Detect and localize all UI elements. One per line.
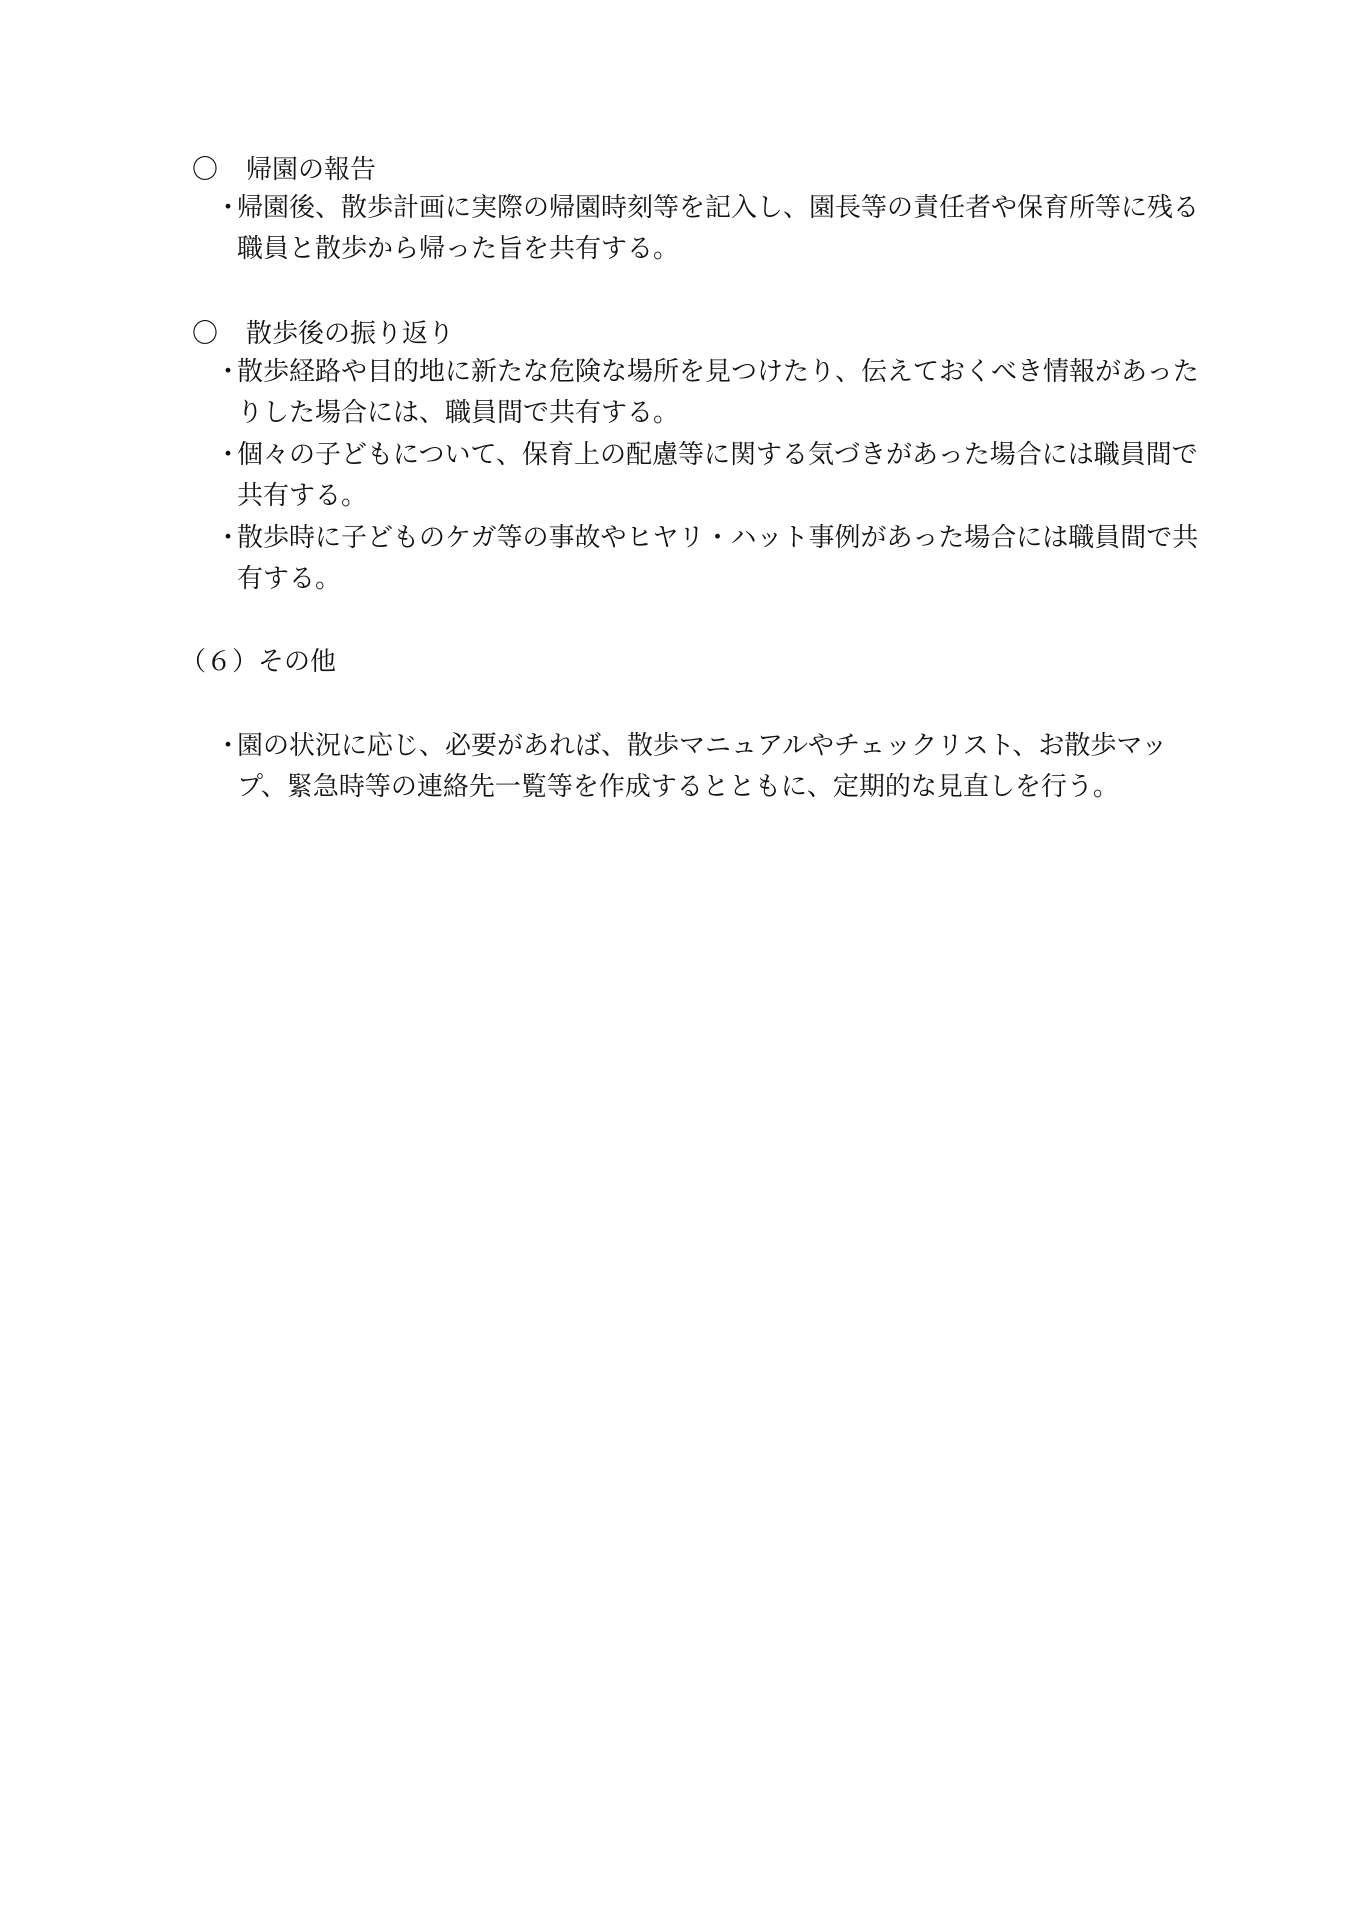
list-item-text: 園の状況に応じ、必要があれば、散歩マニュアルやチェックリスト、お散歩マップ、緊急時等の連絡先一覧等を作成するとともに、定期的な見直しを行う。: [237, 731, 1168, 802]
list-item-text: 帰園後、散歩計画に実際の帰園時刻等を記入し、園長等の責任者や保育所等に残る職員と散歩から帰った旨を共有する。: [237, 193, 1200, 264]
bullet-dot-icon: ・: [215, 731, 242, 761]
section-title: 帰園の報告: [246, 155, 377, 185]
list-item-text: 散歩経路や目的地に新たな危険な場所を見つけたり、伝えておくべき情報があったりした場合には、職員間で共有する。: [237, 357, 1199, 428]
list-item: [215, 352, 1205, 434]
list-item: [215, 435, 1205, 517]
circle-mark-icon: 〇: [192, 319, 219, 349]
list-item-text: 個々の子どもについて、保育上の配慮等に関する気づきがあった場合には職員間で共有する。: [237, 440, 1198, 511]
bullet-dot-icon: ・: [215, 193, 242, 223]
bullet-dot-icon: ・: [215, 523, 242, 553]
section-heading-reflection: [192, 314, 454, 354]
list-item: [215, 188, 1205, 270]
section-title: 散歩後の振り返り: [246, 319, 455, 349]
section-heading-return-report: [192, 150, 376, 190]
bullet-dot-icon: ・: [215, 440, 242, 470]
section-heading-other: （６）その他: [180, 647, 337, 677]
list-item-text: 散歩時に子どものケガ等の事故やヒヤリ・ハット事例があった場合には職員間で共有する。: [237, 523, 1199, 594]
list-item: [215, 518, 1205, 600]
bullet-dot-icon: ・: [215, 357, 242, 387]
circle-mark-icon: 〇: [192, 155, 219, 185]
list-item: [215, 726, 1205, 808]
